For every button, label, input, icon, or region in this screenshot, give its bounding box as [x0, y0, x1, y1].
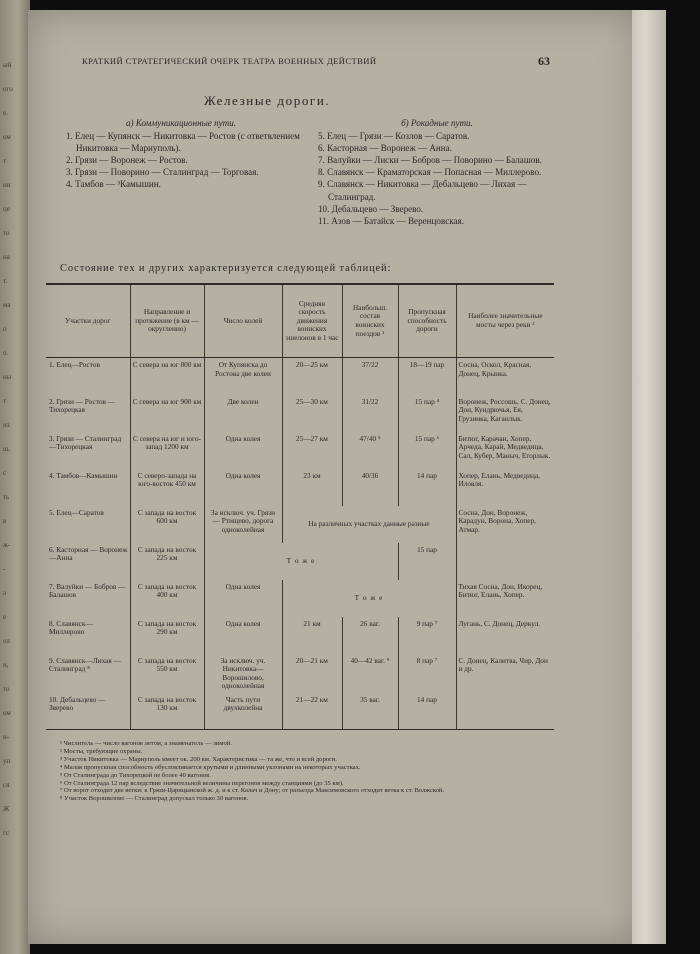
col-header: Пропускная способность дороги: [398, 284, 456, 358]
table-cell: 20—21 км: [282, 654, 342, 693]
table-cell: С севера на юг и юго-запад 1200 км: [130, 432, 204, 469]
table-cell: 35 ваг.: [342, 693, 398, 730]
table-cell: С северо-запада на юго-восток 450 км: [130, 469, 204, 506]
same-note: Т о ж е: [282, 580, 456, 617]
table-row: [46, 693, 554, 730]
table-cell: 25—30 км: [282, 395, 342, 432]
footnote: ⁶ От Сталинграда 12 пар вследствие значительной величины перегонов между станциями (до 35 км).: [60, 779, 344, 787]
adjacent-page-fragment: с: [3, 469, 7, 477]
adjacent-page-fragment: ны: [3, 373, 12, 381]
adjacent-page-fragment: на: [3, 253, 10, 261]
adjacent-page-fragment: ого: [3, 85, 13, 93]
footnotes: [60, 740, 560, 803]
col-header: Наиболее значительные мосты через реки ²: [456, 284, 554, 358]
section-title: Железные дороги.: [204, 93, 331, 108]
footnote: ⁷ От ворот отходит две ветки: к Грязи-Царицынской ж. д. и к ст. Калач и Дону; от разъезда Максимовского отходит ветка к ст. Волжской.: [60, 787, 445, 795]
table-cell: 9. Славянск—Лихая — Сталинград ⁸: [49, 655, 121, 674]
adjacent-page-fragment: ый: [3, 61, 12, 69]
adjacent-page-fragment: ии: [3, 181, 11, 189]
footnote: ⁴ Малая пропускная способность обусловливается крутыми и длинными уклонами на некоторых участках.: [60, 763, 361, 771]
adjacent-page-fragment: и-: [3, 733, 10, 741]
table-cell: 47/40 ⁵: [342, 432, 398, 469]
adjacent-page-fragment: гс: [3, 829, 9, 837]
adjacent-page-fragment: ол: [3, 637, 10, 645]
adjacent-page-fragment: ть: [3, 493, 10, 501]
table-cell: [456, 693, 554, 730]
col-header: Наибольш. состав воинских поездов ¹: [342, 284, 398, 358]
table-cell: 31/22: [342, 395, 398, 432]
route-item: 4. Тамбов — ³Камышин.: [66, 179, 161, 190]
route-item: 10. Дебальцево — Зверево.: [318, 203, 424, 214]
adjacent-page-fragment: т: [3, 397, 7, 405]
adjacent-page-fragment: н,: [3, 661, 9, 669]
table-cell: 18—19 пар: [398, 358, 456, 395]
table-cell: 37/22: [342, 358, 398, 395]
table-cell: 8 пар ⁷: [398, 654, 456, 693]
adjacent-page-fragment: ся: [3, 781, 10, 789]
table-cell: Одна колея: [204, 617, 282, 654]
table-cell: 26 ваг.: [342, 617, 398, 654]
footnote: ³ Участок Никитовка — Мариуполь имеет ок. 200 км. Характеристика — та же, что и всей дороги.: [60, 755, 337, 763]
table-cell: С севера на юг 800 км: [130, 358, 204, 395]
railway-table: [46, 283, 554, 730]
adjacent-page-fragment: -: [3, 565, 6, 573]
adjacent-page-fragment: т: [3, 157, 7, 165]
table-cell: Битюг, Карачан, Хопер, Арчеда, Карай, Медведица, Сал, Кубер, Маныч, Егорлык.: [456, 432, 554, 469]
adjacent-page-fragment: ом: [3, 709, 11, 717]
route-item: 6. Касторная — Воронеж — Анна.: [318, 143, 452, 154]
table-cell: С запада на восток 550 км: [130, 654, 204, 693]
table-cell: 15 пар: [398, 543, 456, 580]
table-cell: 25—27 км: [282, 432, 342, 469]
rokad-subtitle: б) Рокадные пути.: [401, 118, 473, 128]
adjacent-page-fragment: о.: [3, 349, 9, 357]
route-item: 8. Славянск — Краматорская — Попасная — Миллерово.: [318, 167, 542, 178]
comm-routes: [62, 117, 300, 191]
table-cell: 10. Дебальцево — Зверево: [46, 693, 130, 730]
footnote: ⁸ Участок Ворошилово — Сталинград допускал только 30 вагонов.: [60, 795, 249, 803]
table-cell: 2. Грязи — Ростов — Тихорецкая: [49, 396, 116, 415]
table-row: [46, 395, 554, 432]
table-intro: Состояние тех и других характеризуется следующей таблицей:: [60, 263, 392, 274]
table-row: [46, 506, 554, 543]
table-row: [46, 617, 554, 654]
table-cell: С запада на восток 225 км: [130, 543, 204, 580]
table-cell: 14 пар: [398, 693, 456, 730]
adjacent-page-fragment: уп: [3, 757, 11, 765]
footnote: ² Мосты, требующие охраны.: [60, 747, 143, 755]
col-header: Число колей: [204, 284, 282, 358]
table-cell: 1. Елец—Ростов: [49, 360, 100, 369]
page-number: 63: [538, 54, 550, 68]
table-cell: 14 пар: [398, 469, 456, 506]
adjacent-page-fragment: то: [3, 229, 10, 237]
table-cell: Тихая Сосна, Дон, Икорец, Битюг, Елань, Хопер.: [456, 580, 554, 617]
table-cell: С запада на восток 600 км: [130, 506, 204, 543]
table-cell: С запада на восток 400 км: [130, 580, 204, 617]
route-item: 9. Славянск — Никитовка — Дебальцево — Лихая — Сталинград.: [318, 179, 527, 202]
adjacent-page-edge: [0, 0, 30, 954]
route-item: 1. Елец — Купянск — Никитовка — Ростов (с ответвлением Никитовка — Мариуполь).: [66, 131, 300, 154]
route-item: 11. Азов — Батайск — Веренцовская.: [318, 215, 465, 226]
table-cell: Одна колея: [204, 432, 282, 469]
route-item: 7. Валуйки — Лиски — Бобров — Поворино — Балашов.: [318, 155, 542, 166]
adjacent-page-fragment: це: [3, 205, 10, 213]
table-cell: С запада на восток 290 км: [130, 617, 204, 654]
table-cell: С. Донец, Калитва, Чир, Дон и др.: [456, 654, 554, 693]
table-cell: 7. Валуйки — Бобров — Балашов: [49, 581, 126, 600]
table-cell: 23 км: [282, 469, 342, 506]
adjacent-page-fragment: е: [3, 613, 7, 621]
adjacent-page-fragment: ма: [3, 301, 11, 309]
table-cell: 6. Касторная — Воронеж—Анна: [49, 544, 128, 563]
rokad-routes: [314, 117, 560, 227]
table-cell: С запада на восток 130 км: [130, 693, 204, 730]
table-cell: Лугань, С. Донец, Деркул.: [456, 617, 554, 654]
table-cell: 3. Грязи — Сталинград—Тихорецкая: [49, 433, 122, 452]
table-cell: 4. Тамбов—Камышин: [49, 470, 118, 480]
adjacent-page-fragment: е.: [3, 109, 8, 117]
table-cell: 21 км: [282, 617, 342, 654]
table-cell: 9 пар ⁷: [398, 617, 456, 654]
footnote: ⁵ От Сталинграда до Тихорецкой не более 40 вагонов.: [60, 771, 211, 779]
table-cell: С севера на юг 900 км: [130, 395, 204, 432]
table-row: [46, 358, 554, 395]
table-cell: 5. Елец—Саратов: [49, 507, 104, 517]
span-note: На различных участках данные разные: [282, 506, 456, 543]
table-cell: 40/36: [342, 469, 398, 506]
table-cell: Сосна, Дон, Воронеж, Карадун, Ворона, Хопер, Атмар.: [456, 506, 554, 543]
table-row: [46, 469, 554, 506]
table-cell: 21—22 км: [282, 693, 342, 730]
table-cell: За исключ. уч. Никитовка—Ворошилово, одноколейная: [204, 654, 282, 693]
route-item: 2. Грязи — Воронеж — Ростов.: [66, 155, 188, 166]
route-item: 3. Грязи — Поворино — Сталинград — Торговая.: [66, 167, 259, 178]
page-stack-edge: [632, 10, 666, 944]
table-cell: Хопер, Елань, Медведица, Иловля.: [456, 469, 554, 506]
adjacent-page-fragment: а: [3, 589, 7, 597]
table-row: [46, 432, 554, 469]
adjacent-page-fragment: Ж: [3, 805, 10, 813]
table-cell: За исключ. уч. Грязи — Ртищево, дорога одноколейная: [204, 506, 282, 543]
table-cell: [456, 543, 554, 580]
table-cell: 40—42 ваг. ⁹: [342, 654, 398, 693]
col-header: Направление и протяжение (в км — округленно): [130, 284, 204, 358]
footnote: ¹ Числитель — число вагонов летом, а знаменатель — зимой.: [60, 740, 233, 747]
adjacent-page-fragment: т.: [3, 277, 8, 285]
table-cell: 8. Славянск—Миллерово: [49, 618, 93, 637]
running-title: КРАТКИЙ СТРАТЕГИЧЕСКИЙ ОЧЕРК ТЕАТРА ВОЕННЫХ ДЕЙСТВИЙ: [82, 56, 377, 66]
route-item: 5. Елец — Грязи — Козлов — Саратов.: [318, 131, 470, 142]
same-note: Т о ж е: [204, 543, 398, 580]
adjacent-page-fragment: ом: [3, 133, 11, 141]
table-cell: 20—25 км: [282, 358, 342, 395]
adjacent-page-fragment: о: [3, 325, 7, 333]
adjacent-page-fragment: ш.: [3, 445, 11, 453]
adjacent-page-fragment: ж-: [3, 541, 11, 549]
table-cell: Одна колея: [204, 580, 282, 617]
table-cell: Воронеж, Россошь, С. Донец, Дон, Кундрючья, Ея, Грузинка, Каганлык.: [456, 395, 554, 432]
table-cell: Часть пути двухколейна: [204, 693, 282, 730]
table-cell: Две колеи: [204, 395, 282, 432]
table-row: [46, 543, 554, 580]
col-header: Средняя скорость движения воинских эшелонов в 1 час: [282, 284, 342, 358]
table-row: [46, 654, 554, 693]
adjacent-page-fragment: то: [3, 685, 10, 693]
table-cell: Сосна, Оскол, Красная, Донец, Крынка.: [456, 358, 554, 395]
table-cell: 15 пар ⁶: [398, 432, 456, 469]
col-header: Участки дорог: [46, 284, 130, 358]
adjacent-page-fragment: в: [3, 517, 7, 525]
table-cell: Одна колея: [204, 469, 282, 506]
table-row: [46, 580, 554, 617]
adjacent-page-fragment: из: [3, 421, 10, 429]
table-cell: 15 пар ⁴: [398, 395, 456, 432]
table-cell: От Купянска до Ростова две колеи: [204, 358, 282, 395]
comm-subtitle: а) Коммуникационные пути.: [125, 118, 237, 128]
